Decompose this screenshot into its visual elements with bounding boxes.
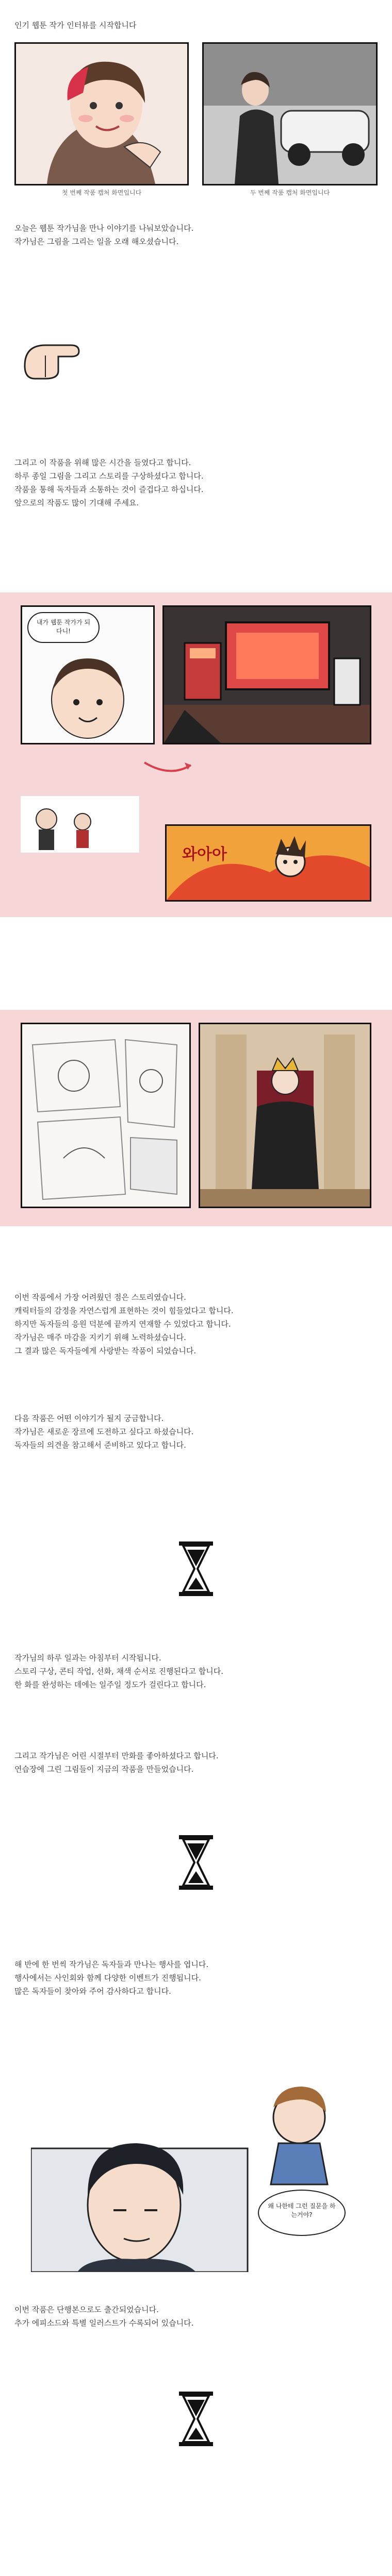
speech-bubble-1: 내가 웹툰 작가가 되다니! bbox=[27, 612, 100, 643]
paragraph-7 bbox=[14, 1958, 375, 1998]
speech-bubble-2: 왜 나한테 그런 질문을 하는거야? bbox=[258, 2190, 346, 2236]
caption-right: 두 번째 작품 캡처 화면입니다 bbox=[250, 189, 330, 196]
para4-line-2: 작가님은 새로운 장르에 도전하고 싶다고 하셨습니다. bbox=[14, 1427, 194, 1436]
para1-line-2: 작가님은 그림을 그리는 일을 오래 해오셨습니다. bbox=[14, 237, 179, 246]
para2-line-3: 작품을 통해 독자들과 소통하는 것이 즐겁다고 하십니다. bbox=[14, 485, 204, 494]
hourglass-divider-1 bbox=[178, 1540, 214, 1597]
para5-line-2: 스토리 구상, 콘티 작업, 선화, 채색 순서로 진행된다고 합니다. bbox=[14, 1667, 223, 1676]
panel-king-throne bbox=[199, 1023, 371, 1208]
para3-line-5: 그 결과 많은 독자들에게 사랑받는 작품이 되었습니다. bbox=[14, 1346, 197, 1355]
hourglass-divider-2 bbox=[178, 1834, 214, 1891]
para2-line-4: 앞으로의 작품도 많이 기대해 주세요. bbox=[14, 498, 139, 507]
small-figures-art bbox=[21, 796, 139, 853]
panel-sketch-page bbox=[21, 1023, 191, 1208]
para7-line-1: 해 반에 한 번씩 작가님은 독자들과 만나는 행사를 엽니다. bbox=[14, 1960, 209, 1969]
desk-setup-art bbox=[164, 607, 370, 743]
paragraph-4 bbox=[14, 1412, 375, 1452]
character-portrait-art bbox=[31, 2056, 361, 2272]
para8-line-2: 추가 에피소드와 특별 일러스트가 수록되어 있습니다. bbox=[14, 2318, 194, 2328]
para7-line-3: 많은 독자들이 찾아와 주어 감사하다고 합니다. bbox=[14, 1987, 171, 1996]
panel-character-portrait bbox=[31, 2056, 361, 2272]
character-closeup-art bbox=[16, 44, 187, 184]
para3-line-2: 캐릭터들의 감정을 자연스럽게 표현하는 것이 힘들었다고 합니다. bbox=[14, 1306, 234, 1315]
para3-line-1: 이번 작품에서 가장 어려웠던 점은 스토리였습니다. bbox=[14, 1293, 186, 1302]
para2-line-2: 하루 종일 그림을 그리고 스토리를 구상하셨다고 합니다. bbox=[14, 471, 204, 481]
panel-desk-setup bbox=[162, 605, 371, 744]
pointing-hand-icon bbox=[14, 319, 92, 386]
arrow-doodle bbox=[139, 752, 201, 783]
car-scene-art bbox=[204, 44, 376, 184]
para4-line-3: 독자들의 의견을 참고해서 준비하고 있다고 합니다. bbox=[14, 1440, 186, 1450]
paragraph-8 bbox=[14, 2303, 375, 2330]
para4-line-1: 다음 작품은 어떤 이야기가 될지 궁금합니다. bbox=[14, 1414, 164, 1423]
para5-line-1: 작가님의 하루 일과는 아침부터 시작됩니다. bbox=[14, 1653, 161, 1663]
caption-left: 첫 번째 작품 캡처 화면입니다 bbox=[61, 189, 142, 196]
para7-line-2: 행사에서는 사인회와 함께 다양한 이벤트가 진행됩니다. bbox=[14, 1973, 201, 1982]
paragraph-3 bbox=[14, 1291, 375, 1358]
sketch-page-art bbox=[22, 1024, 189, 1207]
intro-text: 인기 웹툰 작가 인터뷰를 시작합니다 bbox=[14, 21, 137, 30]
para6-line-1: 그리고 작가님은 어린 시절부터 만화를 좋아하셨다고 합니다. bbox=[14, 1751, 219, 1760]
panel-character-closeup bbox=[14, 42, 189, 185]
hourglass-icon bbox=[178, 1834, 214, 1891]
hourglass-divider-3 bbox=[178, 2391, 214, 2447]
paragraph-5 bbox=[14, 1651, 375, 1691]
panel-excited-character bbox=[21, 605, 155, 744]
paragraph-1 bbox=[14, 222, 375, 248]
king-throne-art bbox=[200, 1024, 370, 1207]
para3-line-4: 작가님은 매주 마감을 지키기 위해 노력하셨습니다. bbox=[14, 1333, 186, 1342]
para6-line-2: 연습장에 그린 그림들이 지금의 작품을 만들었습니다. bbox=[14, 1765, 194, 1774]
hand-doodle bbox=[14, 319, 92, 386]
hourglass-icon bbox=[178, 2391, 214, 2447]
para5-line-3: 한 화를 완성하는 데에는 일주일 정도가 걸린다고 합니다. bbox=[14, 1680, 206, 1689]
para1-line-1: 오늘은 웹툰 작가님을 만나 이야기를 나눠보았습니다. bbox=[14, 224, 194, 233]
sound-effect-text: 와아아 bbox=[182, 845, 227, 863]
panel-car-scene bbox=[202, 42, 378, 185]
hourglass-icon bbox=[178, 1540, 214, 1597]
para2-line-1: 그리고 이 작품을 위해 많은 시간을 들였다고 합니다. bbox=[14, 458, 191, 467]
para8-line-1: 이번 작품은 단행본으로도 출간되었습니다. bbox=[14, 2305, 159, 2314]
paragraph-2 bbox=[14, 456, 375, 510]
panel-small-figures bbox=[21, 796, 139, 853]
para3-line-3: 하지만 독자들의 응원 덕분에 끝까지 연재할 수 있었다고 합니다. bbox=[14, 1319, 231, 1329]
panel-fire-character bbox=[165, 824, 371, 902]
arrow-icon bbox=[139, 752, 201, 783]
paragraph-6 bbox=[14, 1749, 375, 1776]
